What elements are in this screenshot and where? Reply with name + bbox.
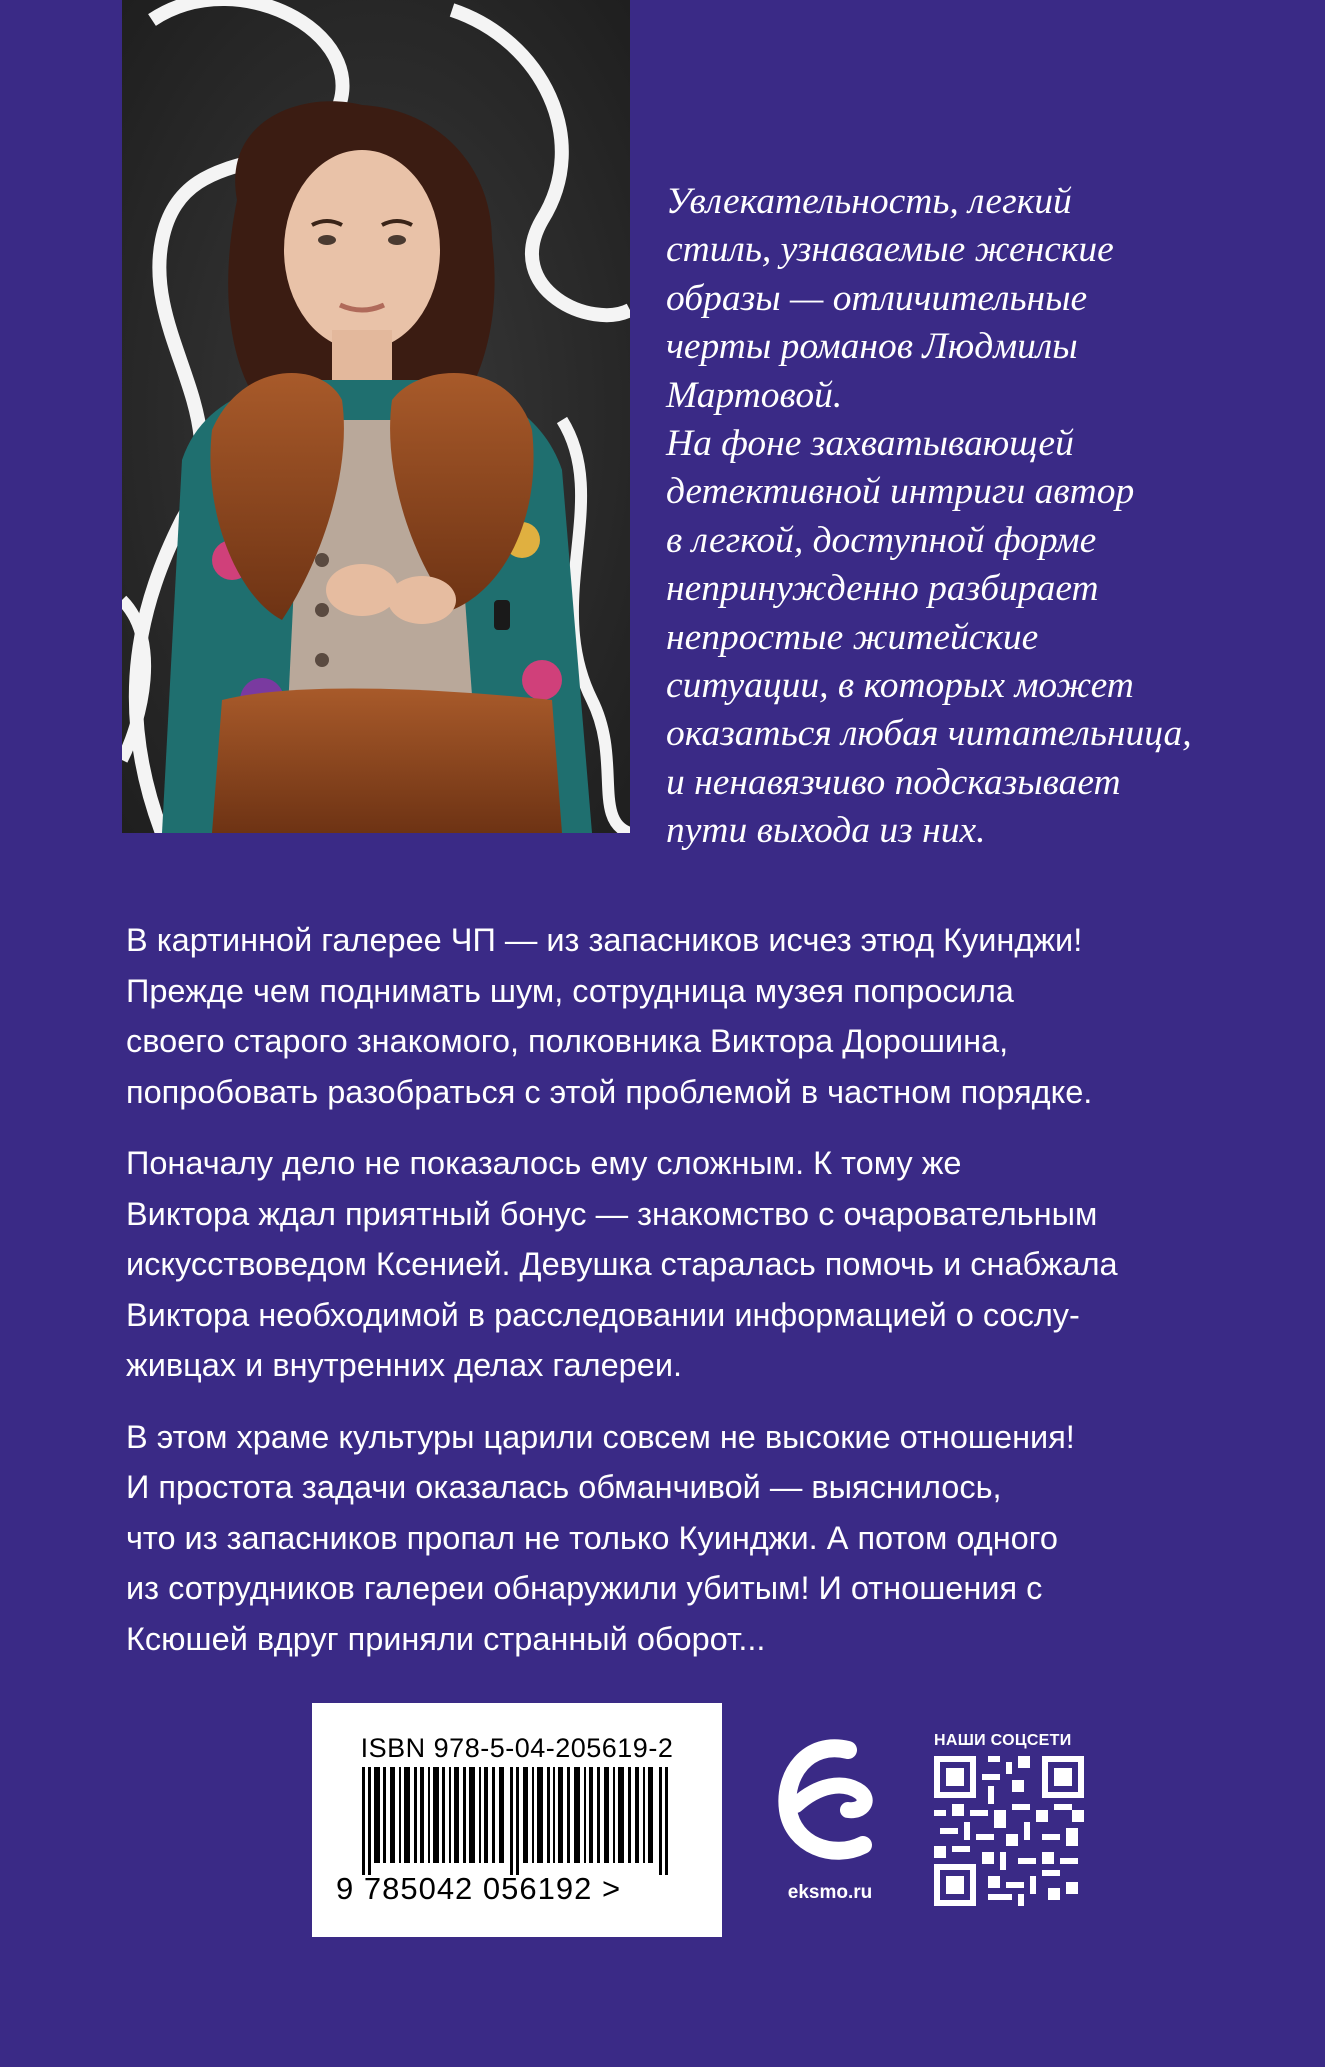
synopsis-line: И простота задачи оказалась обманчивой — выяснилось, bbox=[126, 1469, 1002, 1505]
synopsis-line: живцах и внутренних делах галереи. bbox=[126, 1347, 683, 1383]
blurb-line: стиль, узнаваемые женские bbox=[666, 229, 1114, 271]
qr-code-pattern bbox=[934, 1756, 1084, 1906]
synopsis-line: что из запасников пропал не только Куинджи. А потом одного bbox=[126, 1519, 1058, 1556]
author-blurb bbox=[666, 178, 1306, 856]
barcode-icon bbox=[362, 1767, 672, 1875]
isbn-label: ISBN 978-5-04-205619-2 bbox=[360, 1733, 674, 1763]
qr-code-icon bbox=[934, 1756, 1084, 1906]
social-title: НАШИ СОЦСЕТИ bbox=[934, 1732, 1072, 1749]
synopsis bbox=[126, 915, 1286, 1685]
author-photo bbox=[122, 0, 630, 833]
synopsis-paragraph-1 bbox=[126, 915, 1286, 1117]
synopsis-line: Ксюшей вдруг приняли странный оборот... bbox=[126, 1620, 766, 1657]
blurb-line: в легкой, доступной форме bbox=[666, 519, 1097, 561]
blurb-line: детективной интриги автор bbox=[666, 471, 1135, 513]
synopsis-line: попробовать разобраться с этой проблемой в частном порядке. bbox=[126, 1073, 1093, 1110]
blurb-line: На фоне захватывающей bbox=[666, 423, 1074, 465]
synopsis-line: из сотрудников галереи обнаружили убитым! И отношения с bbox=[126, 1570, 1043, 1606]
blurb-line: непринужденно разбирает bbox=[666, 568, 1099, 610]
synopsis-paragraph-2 bbox=[126, 1138, 1286, 1391]
blurb-line: непростые житейские bbox=[666, 616, 1039, 658]
blurb-line: черты романов Людмилы bbox=[666, 326, 1078, 368]
synopsis-line: Виктора ждал приятный бонус — знакомство с очаровательным bbox=[126, 1195, 1098, 1232]
blurb-line: ситуации, в которых может bbox=[666, 665, 1134, 707]
barcode-digits: 9 785042 056192 > bbox=[336, 1871, 622, 1906]
synopsis-line: своего старого знакомого, полковника Виктора Дорошина, bbox=[126, 1023, 1009, 1059]
synopsis-line: Поначалу дело не показалось ему сложным. К тому же bbox=[126, 1145, 962, 1181]
blurb-line: и ненавязчиво подсказывает bbox=[666, 761, 1121, 803]
synopsis-line: искусствоведом Ксенией. Девушка старалась помочь и снабжала bbox=[126, 1246, 1118, 1282]
blurb-line: пути выхода из них. bbox=[666, 810, 986, 852]
synopsis-line: Прежде чем поднимать шум, сотрудница музея попросила bbox=[126, 972, 1014, 1009]
synopsis-line: В этом храме культуры царили совсем не высокие отношения! bbox=[126, 1418, 1075, 1455]
blurb-line: образы — отличительные bbox=[666, 277, 1088, 319]
blurb-line: оказаться любая читательница, bbox=[666, 713, 1192, 755]
synopsis-line: Виктора необходимой в расследовании информацией о сослу- bbox=[126, 1296, 1080, 1333]
author-portrait-image bbox=[122, 0, 630, 833]
synopsis-line: В картинной галерее ЧП — из запасников исчез этюд Куинджи! bbox=[126, 922, 1083, 958]
publisher-name: eksmo.ru bbox=[787, 1882, 873, 1903]
blurb-line: Увлекательность, легкий bbox=[666, 181, 1072, 222]
blurb-line: Мартовой. bbox=[666, 374, 843, 416]
synopsis-paragraph-3 bbox=[126, 1412, 1286, 1665]
eksmo-logo-icon bbox=[778, 1730, 878, 1870]
isbn-barcode-box bbox=[312, 1703, 722, 1937]
